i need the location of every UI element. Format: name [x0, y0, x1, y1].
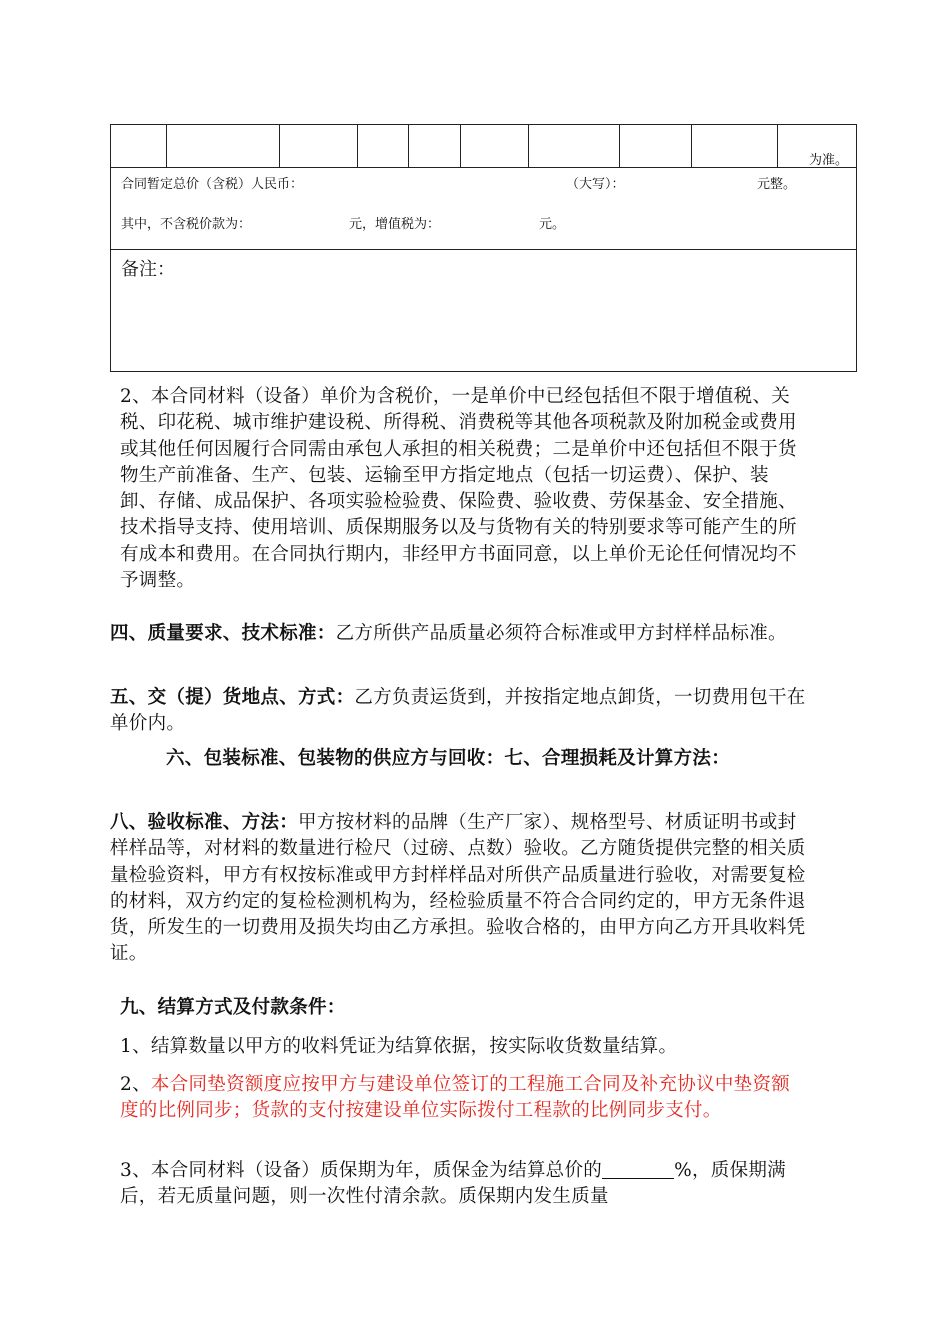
column-divider	[357, 125, 358, 167]
section-5-paragraph	[110, 685, 810, 738]
section-6-7-heading: 六、包装标准、包装物的供应方与回收：七、合理损耗及计算方法：	[166, 748, 731, 769]
section-4-heading: 四、质量要求、技术标准：	[110, 623, 336, 644]
exclusive-price-label: 其中，不含税价款为：	[121, 217, 252, 232]
section-8-text: 甲方按材料的品牌（生产厂家）、规格型号、材质证明书或封样样品等，对材料的数量进行检尺（过磅、点数）验收。乙方随货提供完整的相关质量检验资料，甲方有权按标准或甲方封样样品对所供产品质量进行验收，对需要复检的材料，双方约定的复检检测机构为，经检验质量不符合合同约定的，甲方无条件退货，所发生的一切费用及损失均由乙方承担。验收合格的，由甲方向乙方开具收料凭证。	[110, 812, 806, 965]
yuan-end-label: 元。	[539, 217, 566, 232]
row-note: 为准。	[808, 153, 848, 168]
column-divider	[777, 125, 778, 167]
section-9-item-1: 1、结算数量以甲方的收料凭证为结算依据，按实际收货数量结算。	[120, 1036, 678, 1057]
item-2-red-text: 本合同垫资额度应按甲方与建设单位签订的工程施工合同及补充协议中垫资额度的比例同步；货款的支付按建设单位实际拨付工程款的比例同步支付。	[120, 1074, 791, 1122]
section-4-text: 乙方所供产品质量必须符合标准或甲方封样样品标准。	[335, 623, 787, 644]
section-6-7-paragraph	[166, 746, 808, 772]
column-divider	[691, 125, 692, 167]
section-8-heading: 八、验收标准、方法：	[110, 812, 299, 833]
item-2-prefix: 2、	[120, 1074, 151, 1095]
column-divider	[460, 125, 461, 167]
section-9-item-3	[120, 1158, 810, 1211]
table-row-total	[111, 167, 856, 250]
clause-2-paragraph: 2、本合同材料（设备）单价为含税价，一是单价中已经包括但不限于增值税、关税、印花税、城市维护建设税、所得税、消费税等其他各项税款及附加税金或费用或其他任何因履行合同需由承包人承担的相关税费；二是单价中还包括但不限于货物生产前准备、生产、包装、运输至甲方指定地点（包括一切运费）、保护、装卸、存储、成品保护、各项实验检验费、保险费、验收费、劳保基金、安全措施、技术指导支持、使用培训、质保期服务以及与货物有关的特别要求等可能产生的所有成本和费用。在合同执行期内，非经甲方书面同意，以上单价无论任何情况均不予调整。	[120, 386, 797, 592]
section-9-item-2	[120, 1072, 805, 1125]
yuan-whole-label: 元整。	[757, 177, 797, 192]
column-divider	[619, 125, 620, 167]
section-9-heading-line	[120, 995, 800, 1021]
section-5-heading: 五、交（提）货地点、方式：	[110, 687, 355, 708]
total-price-label: 合同暂定总价（含税）人民币：	[121, 177, 304, 192]
section-8-paragraph	[110, 810, 815, 968]
item-3-text: 3、本合同材料（设备）质保期为年，质保金为结算总价的	[120, 1160, 603, 1181]
section-4-paragraph	[110, 621, 810, 647]
item-3-continuation: 质保期满后，若无质量问题，则一次性付清余款。质保期内发生质量	[120, 1160, 786, 1208]
capital-label: （大写）：	[566, 177, 625, 192]
item-3-percent: %，	[674, 1160, 711, 1181]
price-table	[110, 124, 857, 372]
table-row-items	[111, 125, 856, 168]
column-divider	[528, 125, 529, 167]
percent-blank	[602, 1160, 674, 1179]
remark-label: 备注：	[121, 259, 175, 280]
section-9-heading: 九、结算方式及付款条件：	[120, 997, 346, 1018]
column-divider	[279, 125, 280, 167]
vat-label: 元，增值税为：	[349, 217, 441, 232]
column-divider	[408, 125, 409, 167]
table-row-remark	[111, 249, 856, 371]
section-5-text: 乙方负责运货到，并按指定地点卸货，一切费用包干在单价内。	[110, 687, 806, 735]
column-divider	[166, 125, 167, 167]
